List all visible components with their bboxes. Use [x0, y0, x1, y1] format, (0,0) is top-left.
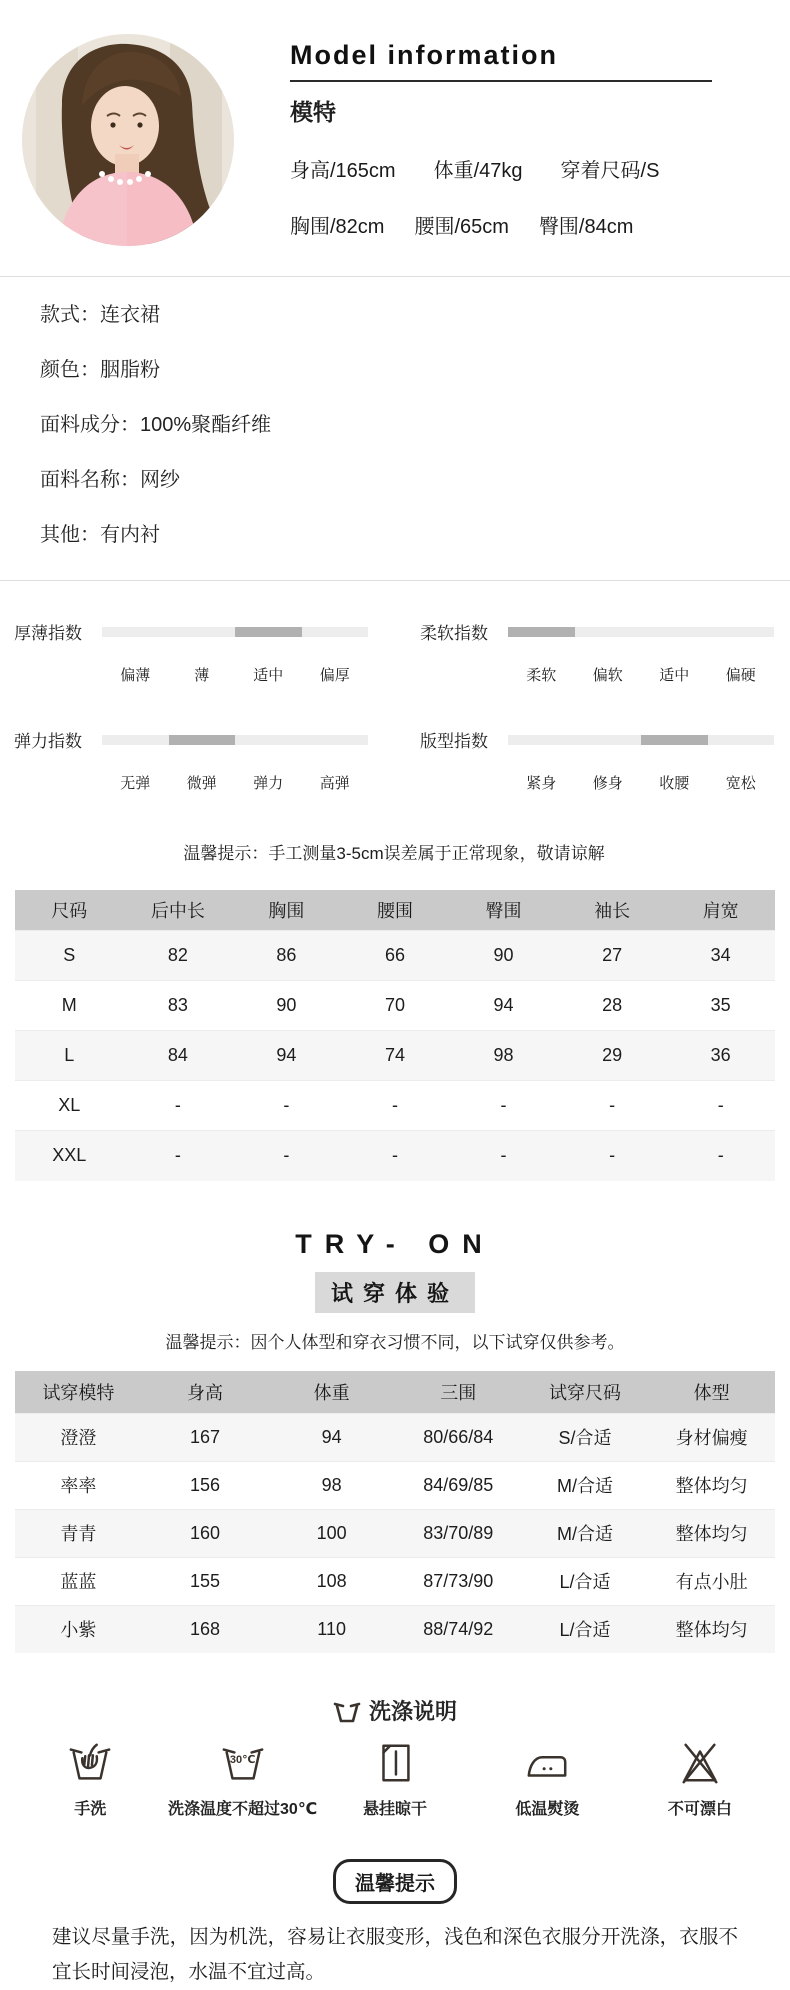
size-row-s: S 82 86 66 90 27 34 [15, 931, 775, 981]
col-tryon-size: 试穿尺码 [522, 1371, 649, 1414]
wash-title-text: 洗涤说明 [368, 1699, 457, 1724]
model-stats-row-2 [290, 210, 760, 239]
model-weight: 体重/47kg [433, 160, 523, 182]
detail-fabric-composition: 面料成分：100%聚酯纤维 [40, 414, 272, 436]
detail-color: 颜色：胭脂粉 [40, 359, 160, 381]
title-underline [290, 80, 712, 82]
model-hip: 臀围/84cm [538, 216, 634, 238]
product-details [0, 277, 790, 581]
tryon-table [15, 1371, 775, 1654]
wash-item-no-bleach [624, 1740, 776, 1819]
col-size: 尺码 [15, 890, 124, 931]
tryon-title-cn: 试穿体验 [315, 1272, 475, 1313]
col-bust: 胸围 [232, 890, 341, 931]
tryon-title-en: TRY- ON [295, 1228, 495, 1259]
index-fit [420, 727, 774, 793]
size-table-header-row [15, 890, 775, 931]
col-tryon-model: 试穿模特 [15, 1371, 142, 1414]
index-bar [508, 735, 774, 745]
model-bust: 胸围/82cm [290, 216, 385, 238]
tryon-note: 温馨提示：因个人体型和穿衣习惯不同，以下试穿仅供参考。 [165, 1332, 625, 1352]
tryon-row: 小紫 168 110 88/74/92 L/合适 整体均匀 [15, 1605, 775, 1653]
detail-fabric-name: 面料名称：网纱 [40, 469, 180, 491]
wash-icons-row [0, 1740, 790, 1819]
wash-temp-badge: 30℃ [229, 1754, 256, 1766]
warm-tip-badge: 温馨提示 [333, 1859, 457, 1904]
tryon-row: 澄澄 167 94 80/66/84 S/合适 身材偏瘦 [15, 1413, 775, 1461]
wash-label: 不可漂白 [667, 1801, 732, 1818]
index-elasticity [14, 727, 368, 793]
tryon-row: 青青 160 100 83/70/89 M/合适 整体均匀 [15, 1509, 775, 1557]
index-labels: 无弹 微弹 弹力 高弹 [120, 775, 350, 792]
no-bleach-icon [677, 1740, 723, 1786]
index-name: 弹力指数 [14, 732, 82, 751]
index-softness [420, 619, 774, 685]
wash-label: 洗涤温度不超过30℃ [168, 1801, 318, 1818]
col-body-type: 体型 [648, 1371, 775, 1414]
index-name: 版型指数 [420, 732, 488, 751]
size-table [15, 890, 775, 1181]
hand-wash-icon [67, 1740, 113, 1786]
size-row-xxl: XXL - - - - - - [15, 1131, 775, 1181]
size-row-l: L 84 94 74 98 29 36 [15, 1031, 775, 1081]
low-iron-icon [524, 1740, 570, 1786]
model-header [0, 0, 790, 277]
model-photo [22, 34, 234, 246]
model-info-block [290, 40, 760, 239]
index-labels: 柔软 偏软 适中 偏硬 [526, 667, 756, 684]
index-labels: 偏薄 薄 适中 偏厚 [120, 667, 350, 684]
fabric-indices [0, 581, 790, 864]
col-measurements: 三围 [395, 1371, 522, 1414]
measurement-note: 温馨提示：手工测量3-5cm误差属于正常现象，敬请谅解 [183, 844, 605, 863]
index-bar [102, 627, 368, 637]
model-wearing-size: 穿着尺码/S [560, 160, 660, 182]
size-row-xl: XL - - - - - - [15, 1081, 775, 1131]
wash-label: 手洗 [74, 1801, 107, 1818]
index-bar [102, 735, 368, 745]
model-stats-row-1 [290, 154, 760, 183]
warm-tip-text: 建议尽量手洗，因为机洗，容易让衣服变形，浅色和深色衣服分开洗涤，衣服不宜长时间浸泡，水温不宜过高。 [52, 1926, 738, 1983]
col-shoulder: 肩宽 [666, 890, 775, 931]
tryon-table-header-row [15, 1371, 775, 1414]
col-height: 身高 [142, 1371, 269, 1414]
col-back-length: 后中长 [124, 890, 233, 931]
tryon-row: 率率 156 98 84/69/85 M/合适 整体均匀 [15, 1461, 775, 1509]
detail-other: 其他：有内衬 [40, 524, 160, 546]
index-thickness [14, 619, 368, 685]
model-waist: 腰围/65cm [414, 216, 509, 238]
tryon-row: 蓝蓝 155 108 87/73/90 L/合适 有点小肚 [15, 1557, 775, 1605]
basin-icon [333, 1697, 361, 1725]
wash-label: 悬挂晾干 [363, 1801, 428, 1818]
wash-section-title [0, 1695, 790, 1726]
hang-dry-icon [372, 1740, 418, 1786]
wash-item-hang-dry [319, 1740, 471, 1819]
index-bar [508, 627, 774, 637]
col-hip: 臀围 [449, 890, 558, 931]
index-name: 柔软指数 [420, 624, 488, 643]
wash-item-low-iron [471, 1740, 623, 1819]
model-height: 身高/165cm [290, 160, 396, 182]
col-sleeve: 袖长 [558, 890, 667, 931]
col-waist: 腰围 [341, 890, 450, 931]
index-name: 厚薄指数 [14, 624, 82, 643]
col-weight: 体重 [268, 1371, 395, 1414]
detail-style: 款式：连衣裙 [40, 304, 160, 326]
wash-30c-icon [220, 1740, 266, 1786]
model-info-subtitle: 模特 [290, 99, 336, 125]
wash-label: 低温熨烫 [515, 1801, 580, 1818]
wash-item-30c [166, 1740, 318, 1819]
model-avatar-illustration [22, 34, 234, 246]
tryon-heading [0, 1229, 790, 1353]
wash-item-hand-wash [14, 1740, 166, 1819]
size-row-m: M 83 90 70 94 28 35 [15, 981, 775, 1031]
model-info-title: Model information [290, 40, 558, 70]
index-labels: 紧身 修身 收腰 宽松 [526, 775, 756, 792]
